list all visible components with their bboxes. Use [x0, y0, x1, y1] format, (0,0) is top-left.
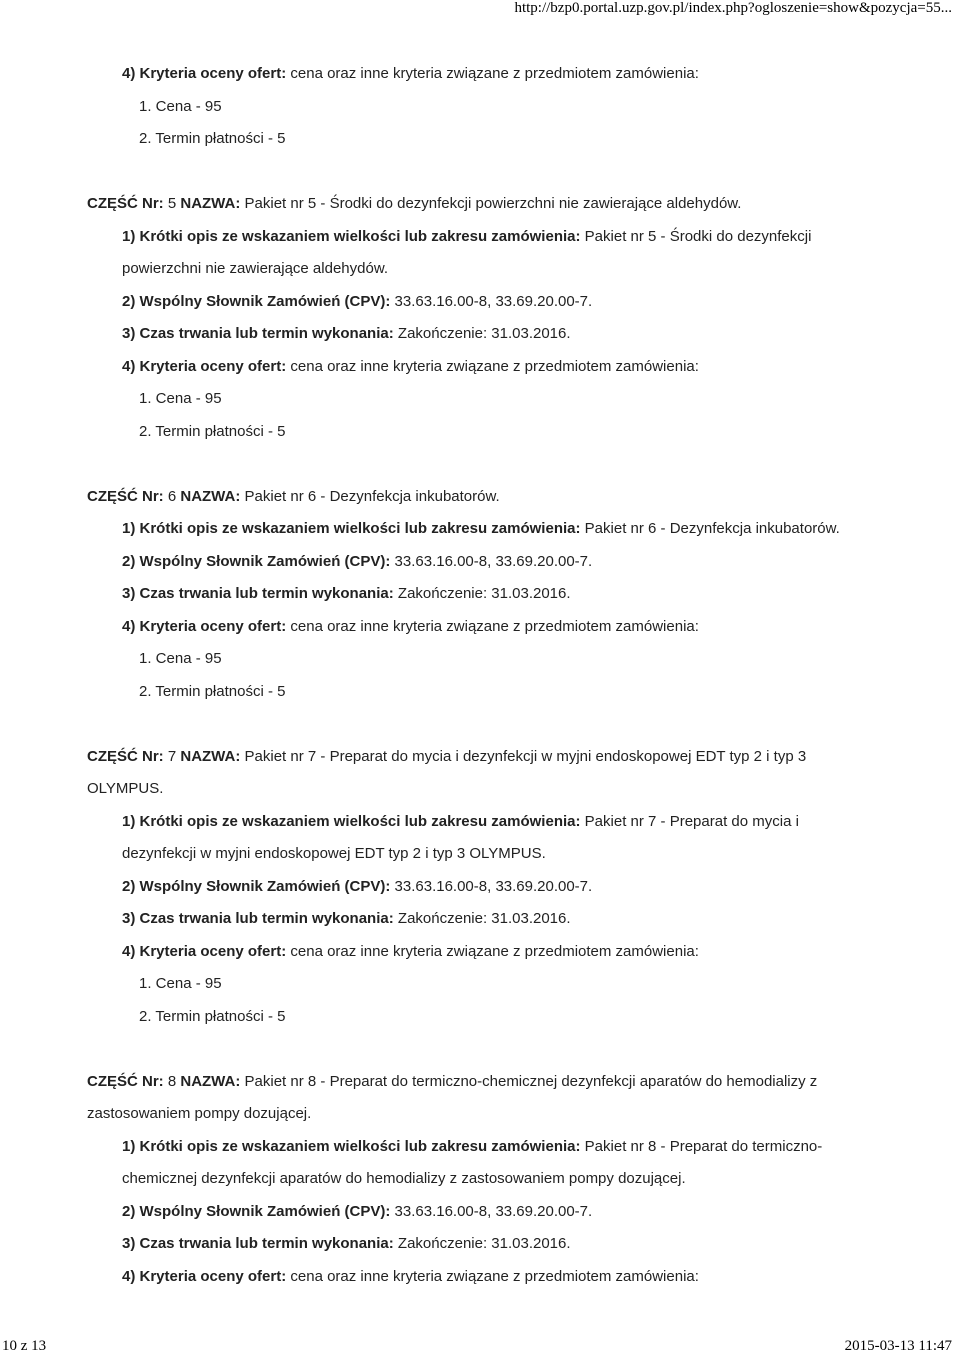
criteria-item: 1. Cena - 95 [139, 390, 222, 407]
part-cpv: 2) Wspólny Słownik Zamówień (CPV): 33.63.16.00-8, 33.69.20.00-7. [122, 552, 593, 570]
part-cpv: 2) Wspólny Słownik Zamówień (CPV): 33.63.16.00-8, 33.69.20.00-7. [122, 877, 593, 895]
part-description: 1) Krótki opis ze wskazaniem wielkości lub zakresu zamówienia: Pakiet nr 5 - Środki do dezynfekcji powierzchni nie zawierające aldehydów. [122, 227, 812, 277]
criteria-line: 4) Kryteria oceny ofert: cena oraz inne kryteria związane z przedmiotem zamówienia: [122, 357, 699, 375]
part-cpv: 2) Wspólny Słownik Zamówień (CPV): 33.63.16.00-8, 33.69.20.00-7. [122, 1202, 593, 1220]
part-duration: 3) Czas trwania lub termin wykonania: Zakończenie: 31.03.2016. [122, 325, 571, 342]
criteria-line: 4) Kryteria oceny ofert: cena oraz inne kryteria związane z przedmiotem zamówienia: [122, 942, 699, 960]
criteria-item: 1. Cena - 95 [139, 97, 222, 115]
criteria-item: 1. Cena - 95 [139, 650, 222, 667]
part-cpv: 2) Wspólny Słownik Zamówień (CPV): 33.63.16.00-8, 33.69.20.00-7. [122, 292, 593, 310]
document-body [87, 58, 877, 1293]
page-url: http://bzp0.portal.uzp.gov.pl/index.php?ogloszenie=show&pozycja=55... [514, 0, 952, 16]
part-description: 1) Krótki opis ze wskazaniem wielkości lub zakresu zamówienia: Pakiet nr 8 - Preparat do termiczno-chemicznej dezynfekcji aparatów do hemodializy z zastosowaniem pompy dozującej. [122, 1137, 823, 1187]
criteria-item: 1. Cena - 95 [139, 975, 222, 992]
part-description: 1) Krótki opis ze wskazaniem wielkości lub zakresu zamówienia: Pakiet nr 6 - Dezynfekcja inkubatorów. [122, 520, 840, 537]
criteria-item: 2. Termin płatności - 5 [139, 1007, 286, 1025]
criteria-item: 2. Termin płatności - 5 [139, 130, 286, 147]
part-heading: CZĘŚĆ Nr: 7 NAZWA: Pakiet nr 7 - Preparat do mycia i dezynfekcji w myjni endoskopowej EDT typ 2 i typ 3 OLYMPUS. [87, 747, 807, 797]
criteria-item: 2. Termin płatności - 5 [139, 422, 286, 440]
criteria-line: 4) Kryteria oceny ofert: cena oraz inne kryteria związane z przedmiotem zamówienia: [122, 65, 699, 82]
part-heading: CZĘŚĆ Nr: 8 NAZWA: Pakiet nr 8 - Preparat do termiczno-chemicznej dezynfekcji aparatów do hemodializy z zastosowaniem pompy dozującej. [87, 1072, 818, 1122]
part-description: 1) Krótki opis ze wskazaniem wielkości lub zakresu zamówienia: Pakiet nr 7 - Preparat do mycia i dezynfekcji w myjni endoskopowej EDT typ 2 i typ 3 OLYMPUS. [122, 812, 799, 862]
print-datetime: 2015-03-13 11:47 [844, 1338, 952, 1354]
part-heading: CZĘŚĆ Nr: 6 NAZWA: Pakiet nr 6 - Dezynfekcja inkubatorów. [87, 487, 500, 505]
criteria-line: 4) Kryteria oceny ofert: cena oraz inne kryteria związane z przedmiotem zamówienia: [122, 1267, 699, 1285]
part-heading: CZĘŚĆ Nr: 5 NAZWA: Pakiet nr 5 - Środki do dezynfekcji powierzchni nie zawierające aldehydów. [87, 195, 742, 212]
page-number: 10 z 13 [2, 1338, 47, 1354]
part-duration: 3) Czas trwania lub termin wykonania: Zakończenie: 31.03.2016. [122, 585, 571, 602]
criteria-item: 2. Termin płatności - 5 [139, 682, 286, 700]
part-duration: 3) Czas trwania lub termin wykonania: Zakończenie: 31.03.2016. [122, 910, 571, 927]
criteria-line: 4) Kryteria oceny ofert: cena oraz inne kryteria związane z przedmiotem zamówienia: [122, 617, 699, 635]
part-duration: 3) Czas trwania lub termin wykonania: Zakończenie: 31.03.2016. [122, 1235, 571, 1252]
